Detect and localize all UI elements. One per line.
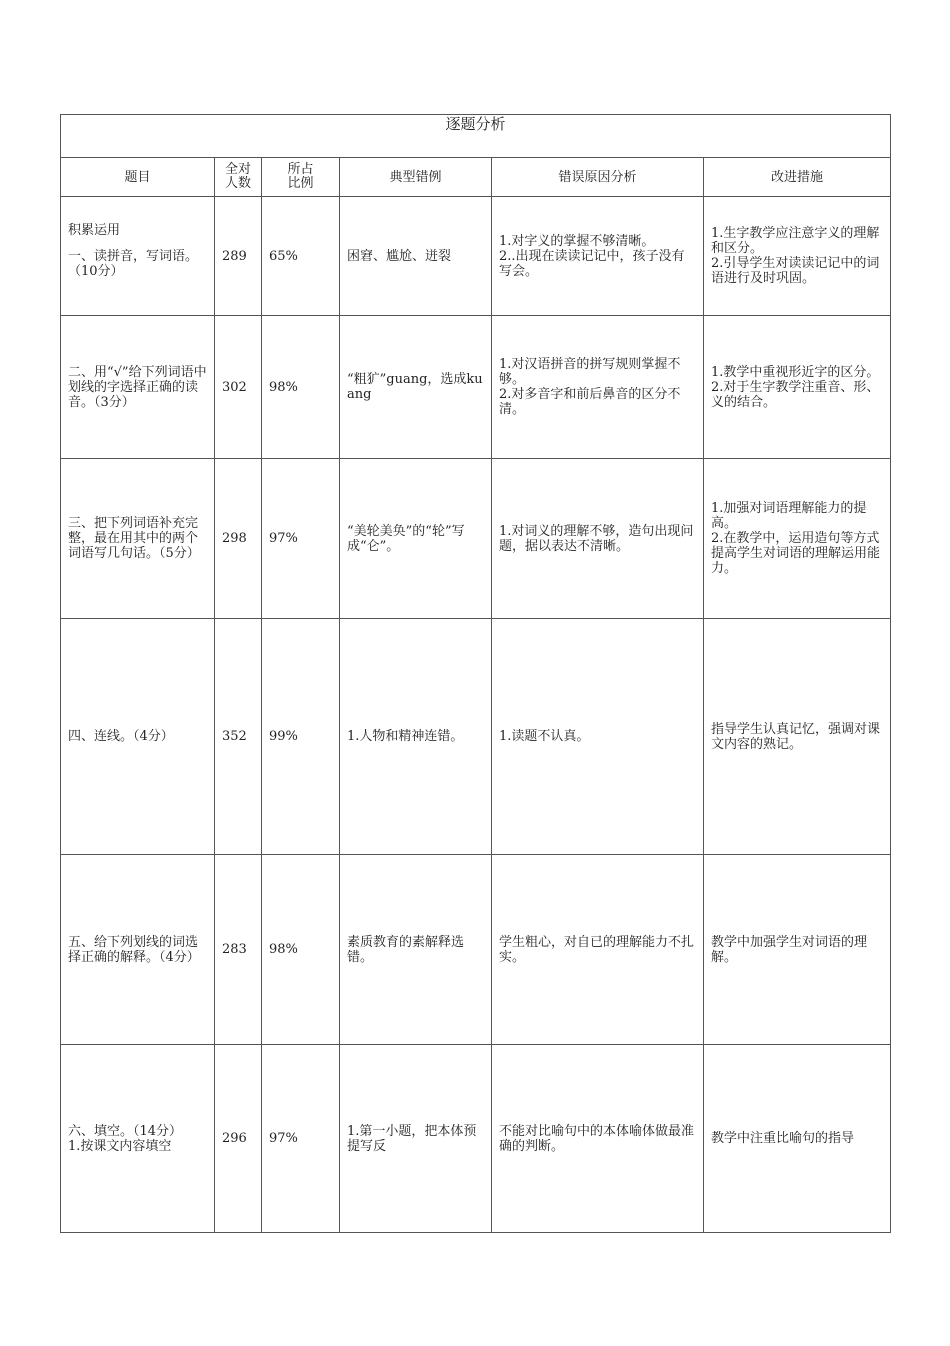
table-row bbox=[61, 197, 891, 316]
measure-cell: 指导学生认真记忆，强调对课文内容的熟记。 bbox=[704, 619, 891, 855]
header-count: 全对 人数 bbox=[215, 158, 262, 197]
example-cell: “粗犷”guang，选成kuang bbox=[340, 316, 492, 459]
reason-cell: 1.读题不认真。 bbox=[492, 619, 704, 855]
count-cell: 302 bbox=[215, 316, 262, 459]
table-row bbox=[61, 1045, 891, 1233]
topic-cell bbox=[61, 197, 215, 316]
measure-cell: 教学中注重比喻句的指导 bbox=[704, 1045, 891, 1233]
measure-cell: 1.生字教学应注意字义的理解和区分。 2.引导学生对读读记记中的词语进行及时巩固。 bbox=[704, 197, 891, 316]
measure-cell: 教学中加强学生对词语的理解。 bbox=[704, 855, 891, 1045]
topic-cell: 五、给下列划线的词选择正确的解释。（4分） bbox=[61, 855, 215, 1045]
topic-cell: 四、连线。（4分） bbox=[61, 619, 215, 855]
ratio-cell: 99% bbox=[262, 619, 340, 855]
count-cell: 283 bbox=[215, 855, 262, 1045]
ratio-cell: 98% bbox=[262, 316, 340, 459]
example-cell: 1.人物和精神连错。 bbox=[340, 619, 492, 855]
ratio-cell: 97% bbox=[262, 459, 340, 619]
example-cell: 困窘、尴尬、迸裂 bbox=[340, 197, 492, 316]
topic-cell: 六、填空。（14分） 1.按课文内容填空 bbox=[61, 1045, 215, 1233]
section-label: 积累运用 bbox=[68, 223, 121, 238]
ratio-cell: 98% bbox=[262, 855, 340, 1045]
example-cell: 1.第一小题，把本体预提写反 bbox=[340, 1045, 492, 1233]
header-example: 典型错例 bbox=[340, 158, 492, 197]
table-title: 逐题分析 bbox=[61, 115, 891, 158]
count-cell: 298 bbox=[215, 459, 262, 619]
measure-cell: 1.教学中重视形近字的区分。 2.对于生字教学注重音、形、义的结合。 bbox=[704, 316, 891, 459]
example-cell: 素质教育的素解释选错。 bbox=[340, 855, 492, 1045]
header-ratio: 所占 比例 bbox=[262, 158, 340, 197]
topic-text: 一、读拼音，写词语。（10分） bbox=[68, 249, 199, 279]
reason-cell: 1.对汉语拼音的拼写规则掌握不够。 2.对多音字和前后鼻音的区分不清。 bbox=[492, 316, 704, 459]
count-cell: 352 bbox=[215, 619, 262, 855]
count-cell: 296 bbox=[215, 1045, 262, 1233]
table-row bbox=[61, 316, 891, 459]
count-cell: 289 bbox=[215, 197, 262, 316]
reason-cell: 学生粗心，对自已的理解能力不扎实。 bbox=[492, 855, 704, 1045]
reason-cell: 不能对比喻句中的本体喻体做最准确的判断。 bbox=[492, 1045, 704, 1233]
header-topic: 题目 bbox=[61, 158, 215, 197]
example-cell: “美轮美奂”的“轮”写成“仑”。 bbox=[340, 459, 492, 619]
header-reason: 错误原因分析 bbox=[492, 158, 704, 197]
reason-cell: 1.对词义的理解不够，造句出现问题，据以表达不清晰。 bbox=[492, 459, 704, 619]
header-row bbox=[61, 158, 891, 197]
topic-cell: 二、用“√”给下列词语中划线的字选择正确的读音。（3分） bbox=[61, 316, 215, 459]
table-row bbox=[61, 459, 891, 619]
measure-cell: 1.加强对词语理解能力的提高。 2.在教学中，运用造句等方式提高学生对词语的理解运用能力。 bbox=[704, 459, 891, 619]
ratio-cell: 65% bbox=[262, 197, 340, 316]
table-row bbox=[61, 855, 891, 1045]
table-row bbox=[61, 619, 891, 855]
header-measure: 改进措施 bbox=[704, 158, 891, 197]
analysis-table bbox=[60, 114, 891, 1233]
reason-cell: 1.对字义的掌握不够清晰。 2..出现在读读记记中，孩子没有写会。 bbox=[492, 197, 704, 316]
topic-cell: 三、把下列词语补充完整，最在用其中的两个词语写几句话。（5分） bbox=[61, 459, 215, 619]
ratio-cell: 97% bbox=[262, 1045, 340, 1233]
